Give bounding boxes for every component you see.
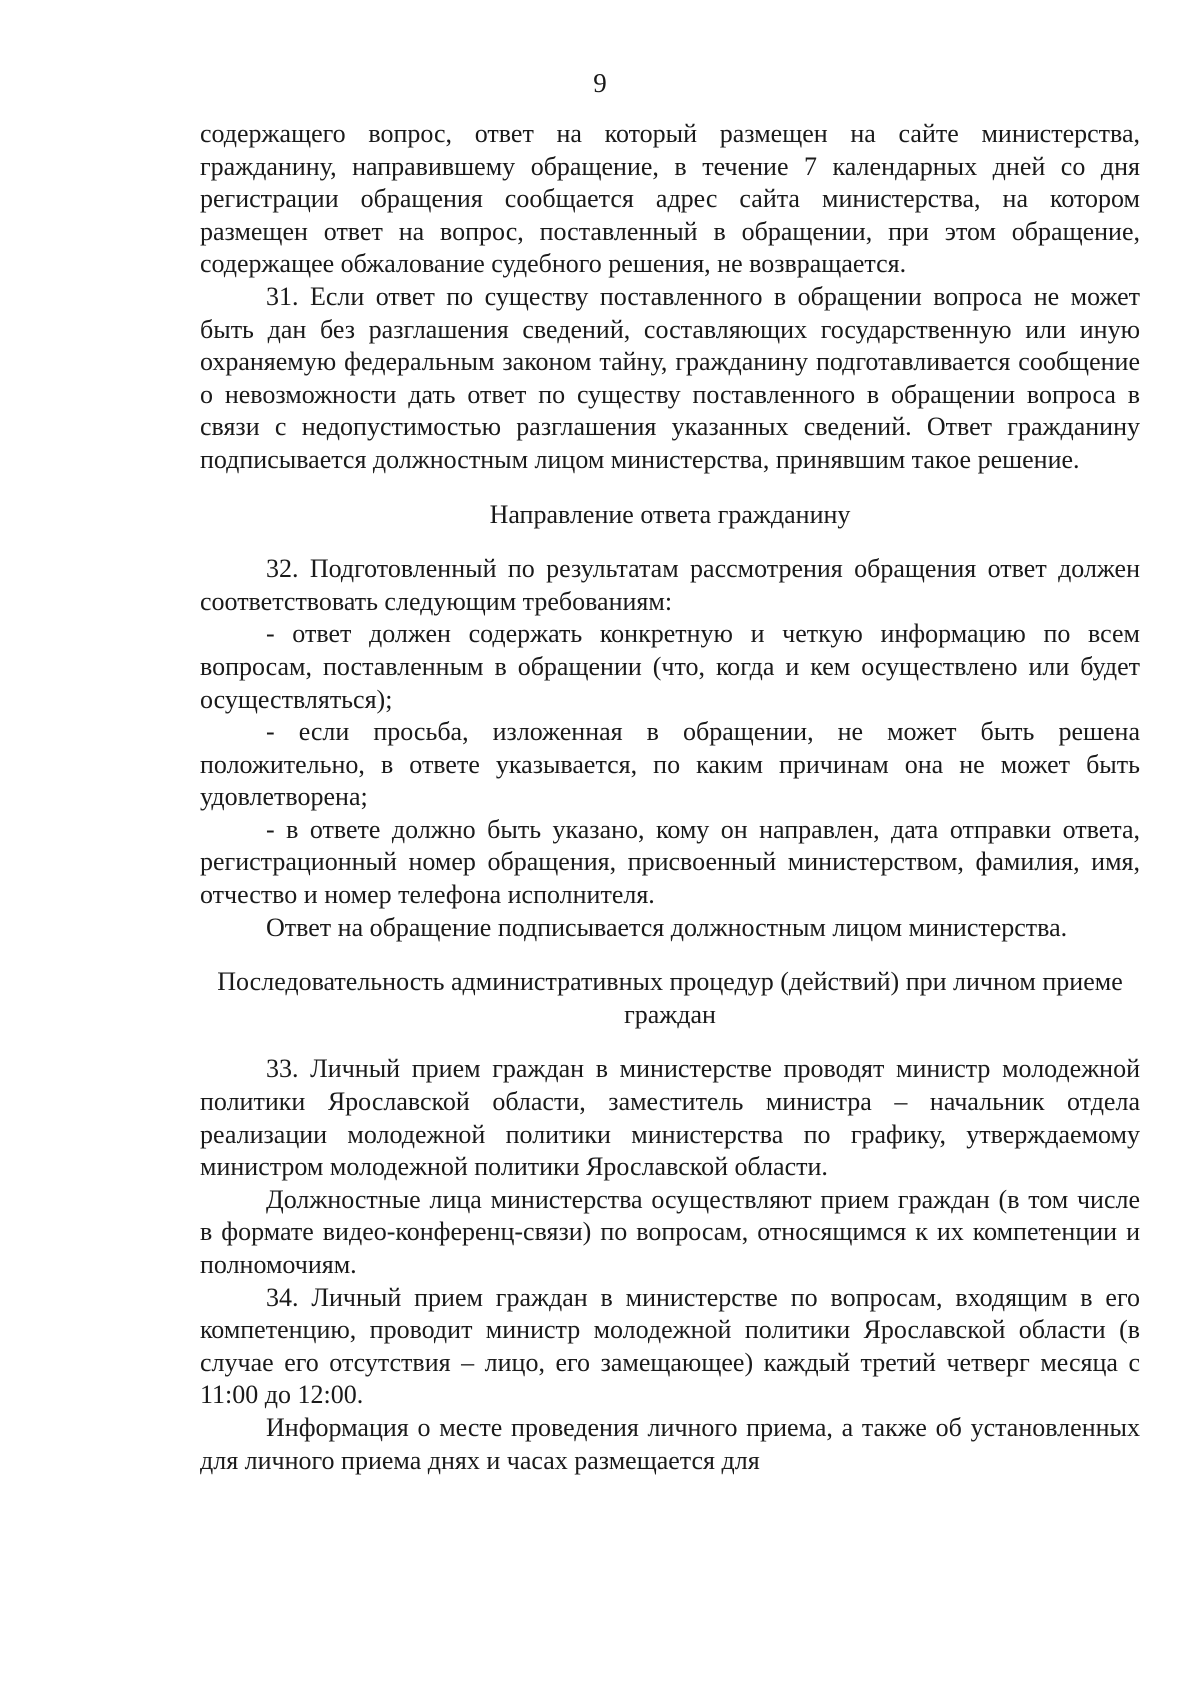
paragraph-34-info: Информация о месте проведения личного приема, а также об установленных для личного приема днях и часах размещается для [200, 1412, 1140, 1475]
page-number: 9 [593, 68, 607, 98]
paragraph-33: 33. Личный прием граждан в министерстве проводят министр молодежной политики Ярославской области, заместитель министра – начальник отдела реализации молодежной политики министерства по графику, утверждаемому министром молодежной политики Ярославской области. [200, 1054, 1140, 1182]
paragraph-32: 32. Подготовленный по результатам рассмотрения обращения ответ должен соответствовать следующим требованиям: [200, 554, 1140, 616]
section-heading-procedures: Последовательность административных процедур (действий) при личном приеме граждан [217, 967, 1123, 1029]
paragraph-32-item-b: - если просьба, изложенная в обращении, не может быть решена положительно, в ответе указывается, по каким причинам она не может быть удовлетворена; [200, 717, 1140, 812]
paragraph-32-item-a: - ответ должен содержать конкретную и четкую информацию по всем вопросам, поставленным в обращении (что, когда и кем осуществлено или будет осуществляться); [200, 619, 1140, 714]
paragraph-32-signature: Ответ на обращение подписывается должностным лицом министерства. [266, 912, 1068, 942]
section-heading-answer: Направление ответа гражданину [489, 499, 851, 529]
document-body [200, 118, 1140, 1477]
paragraph-continuation: содержащего вопрос, ответ на который размещен на сайте министерства, гражданину, направившему обращение, в течение 7 календарных дней со дня регистрации обращения сообщается адрес сайта министерства, на котором размещен ответ на вопрос, поставленный в обращении, при этом обращение, содержащее обжалование судебного решения, не возвращается. [200, 119, 1140, 279]
paragraph-31: 31. Если ответ по существу поставленного в обращении вопроса не может быть дан без разглашения сведений, составляющих государственную или иную охраняемую федеральным законом тайну, гражданину подготавливается сообщение о невозможности дать ответ по существу поставленного в обращении вопроса в связи с недопустимостью разглашения указанных сведений. Ответ гражданину подписывается должностным лицом министерства, принявшим такое решение. [200, 281, 1140, 474]
paragraph-34: 34. Личный прием граждан в министерстве по вопросам, входящим в его компетенцию, проводит министр молодежной политики Ярославской области (в случае его отсутствия – лицо, его замещающее) каждый третий четверг месяца с 11:00 до 12:00. [200, 1282, 1140, 1410]
paragraph-33-officials: Должностные лица министерства осуществляют прием граждан (в том числе в формате видео-конференц-связи) по вопросам, относящимся к их компетенции и полномочиям. [200, 1184, 1140, 1279]
paragraph-32-item-c: - в ответе должно быть указано, кому он направлен, дата отправки ответа, регистрационный номер обращения, присвоенный министерством, фамилия, имя, отчество и номер телефона исполнителя. [200, 814, 1140, 910]
